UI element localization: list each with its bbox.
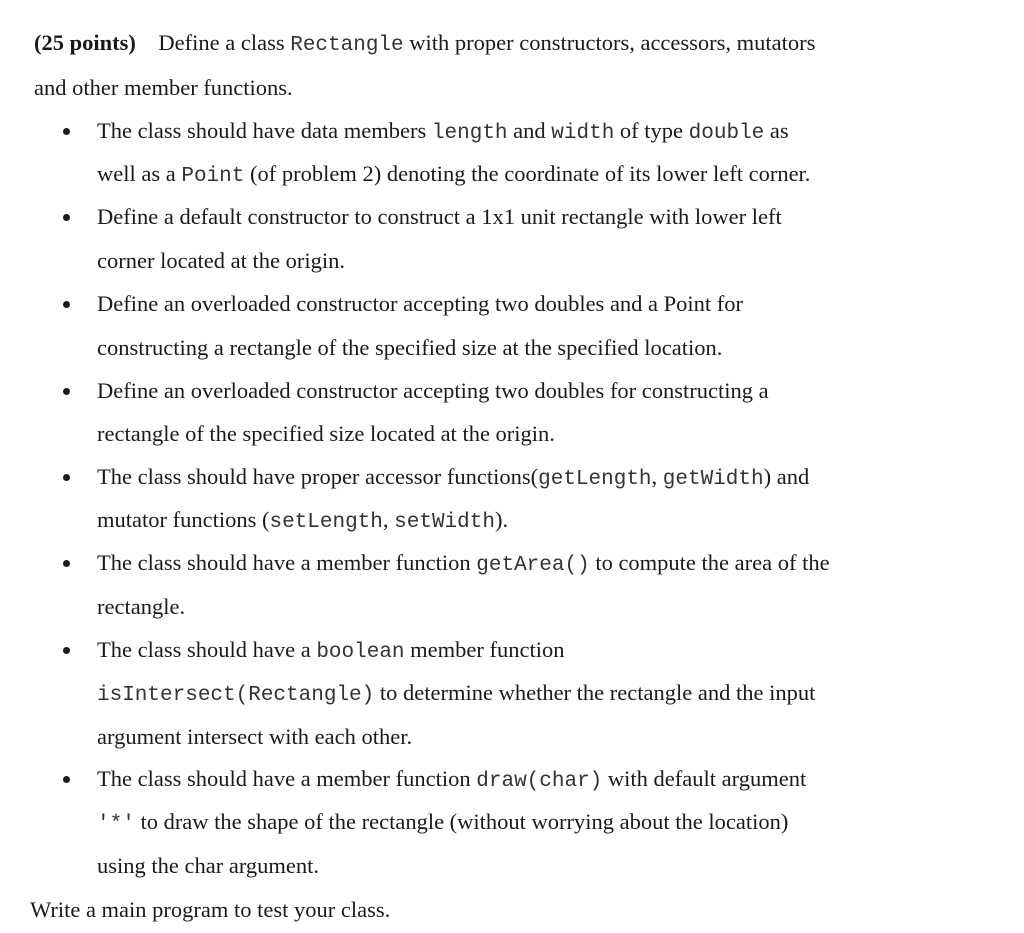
bullet-text: ). bbox=[494, 507, 509, 532]
bullet-8-line-1 bbox=[97, 764, 806, 797]
bullet-dot bbox=[63, 647, 70, 654]
bullet-5-line-1 bbox=[97, 462, 809, 495]
footer-text: Write a main program to test your class. bbox=[30, 897, 391, 922]
code-setwidth: setWidth bbox=[394, 511, 495, 534]
bullet-text: to draw the shape of the rectangle (without worrying about the location) bbox=[140, 809, 789, 834]
bullet-3-line-1 bbox=[97, 289, 743, 319]
bullet-8-line-3 bbox=[97, 851, 319, 881]
bullet-text: Define an overloaded constructor accepting two doubles for constructing a bbox=[97, 378, 769, 403]
bullet-text: The class should have a bbox=[97, 637, 311, 662]
code-isintersect: isIntersect(Rectangle) bbox=[97, 684, 375, 707]
bullet-text: The class should have data members bbox=[97, 118, 427, 143]
code-double: double bbox=[688, 122, 765, 145]
code-draw: draw(char) bbox=[476, 770, 603, 793]
bullet-text: rectangle of the specified size located at the origin. bbox=[97, 421, 555, 446]
bullet-dot bbox=[63, 128, 70, 135]
bullet-1-line-2 bbox=[97, 159, 810, 192]
bullet-text: as bbox=[769, 118, 789, 143]
bullet-7-line-3 bbox=[97, 722, 412, 752]
bullet-5-line-2 bbox=[97, 505, 508, 538]
code-boolean: boolean bbox=[316, 641, 405, 664]
bullet-text: , bbox=[382, 507, 389, 532]
bullet-text: using the char argument. bbox=[97, 853, 320, 878]
code-getarea: getArea() bbox=[476, 554, 590, 577]
bullet-text: (of problem 2) denoting the coordinate of its lower left corner. bbox=[249, 161, 811, 186]
bullet-text: mutator functions ( bbox=[97, 507, 270, 532]
code-setlength: setLength bbox=[269, 511, 383, 534]
header-continuation: and other member functions. bbox=[34, 75, 293, 100]
bullet-text: The class should have a member function bbox=[97, 550, 471, 575]
bullet-text: , bbox=[651, 464, 658, 489]
code-length: length bbox=[431, 122, 508, 145]
code-star-char: '*' bbox=[97, 813, 135, 836]
code-getwidth: getWidth bbox=[662, 468, 764, 491]
bullet-dot bbox=[63, 474, 70, 481]
bullet-text: The class should have proper accessor functions( bbox=[97, 464, 539, 489]
bullet-text: corner located at the origin. bbox=[97, 248, 346, 273]
bullet-6-line-2 bbox=[97, 592, 185, 622]
bullet-dot bbox=[63, 214, 70, 221]
bullet-text: of type bbox=[619, 118, 684, 143]
bullet-4-line-1 bbox=[97, 376, 769, 406]
bullet-text: to determine whether the rectangle and the input bbox=[379, 680, 816, 705]
bullet-2-line-1 bbox=[97, 202, 782, 232]
bullet-text: to compute the area of the bbox=[595, 550, 830, 575]
code-getlength: getLength bbox=[538, 468, 652, 491]
header-line-2 bbox=[34, 73, 293, 103]
bullet-text: ) and bbox=[763, 464, 810, 489]
bullet-dot bbox=[63, 776, 70, 783]
bullet-6-line-1 bbox=[97, 548, 830, 581]
bullet-text: with default argument bbox=[607, 766, 807, 791]
bullet-2-line-2 bbox=[97, 246, 345, 276]
footer-instruction bbox=[30, 895, 390, 925]
bullet-7-line-1 bbox=[97, 635, 564, 668]
bullet-text: Define a default constructor to construct a 1x1 unit rectangle with lower left bbox=[97, 204, 782, 229]
bullet-7-line-2 bbox=[97, 678, 815, 711]
bullet-text: member function bbox=[410, 637, 565, 662]
code-width: width bbox=[551, 122, 615, 145]
code-point: Point bbox=[181, 165, 245, 188]
bullet-text: well as a bbox=[97, 161, 176, 186]
header-define-rest: with proper constructors, accessors, mutators bbox=[409, 30, 816, 55]
class-name-code: Rectangle bbox=[290, 34, 404, 57]
bullet-dot bbox=[63, 388, 70, 395]
header-line-1 bbox=[34, 28, 815, 61]
bullet-1-line-1 bbox=[97, 116, 789, 149]
bullet-text: constructing a rectangle of the specified size at the specified location. bbox=[97, 335, 723, 360]
bullet-dot bbox=[63, 560, 70, 567]
bullet-8-line-2 bbox=[97, 807, 788, 840]
bullet-text: rectangle. bbox=[97, 594, 186, 619]
points-label: (25 points) bbox=[34, 30, 136, 55]
header-define-text: Define a class bbox=[158, 30, 285, 55]
bullet-text: and bbox=[513, 118, 546, 143]
bullet-text: argument intersect with each other. bbox=[97, 724, 413, 749]
bullet-text: Define an overloaded constructor accepting two doubles and a Point for bbox=[97, 291, 744, 316]
bullet-3-line-2 bbox=[97, 333, 722, 363]
bullet-dot bbox=[63, 301, 70, 308]
bullet-text: The class should have a member function bbox=[97, 766, 471, 791]
bullet-4-line-2 bbox=[97, 419, 555, 449]
